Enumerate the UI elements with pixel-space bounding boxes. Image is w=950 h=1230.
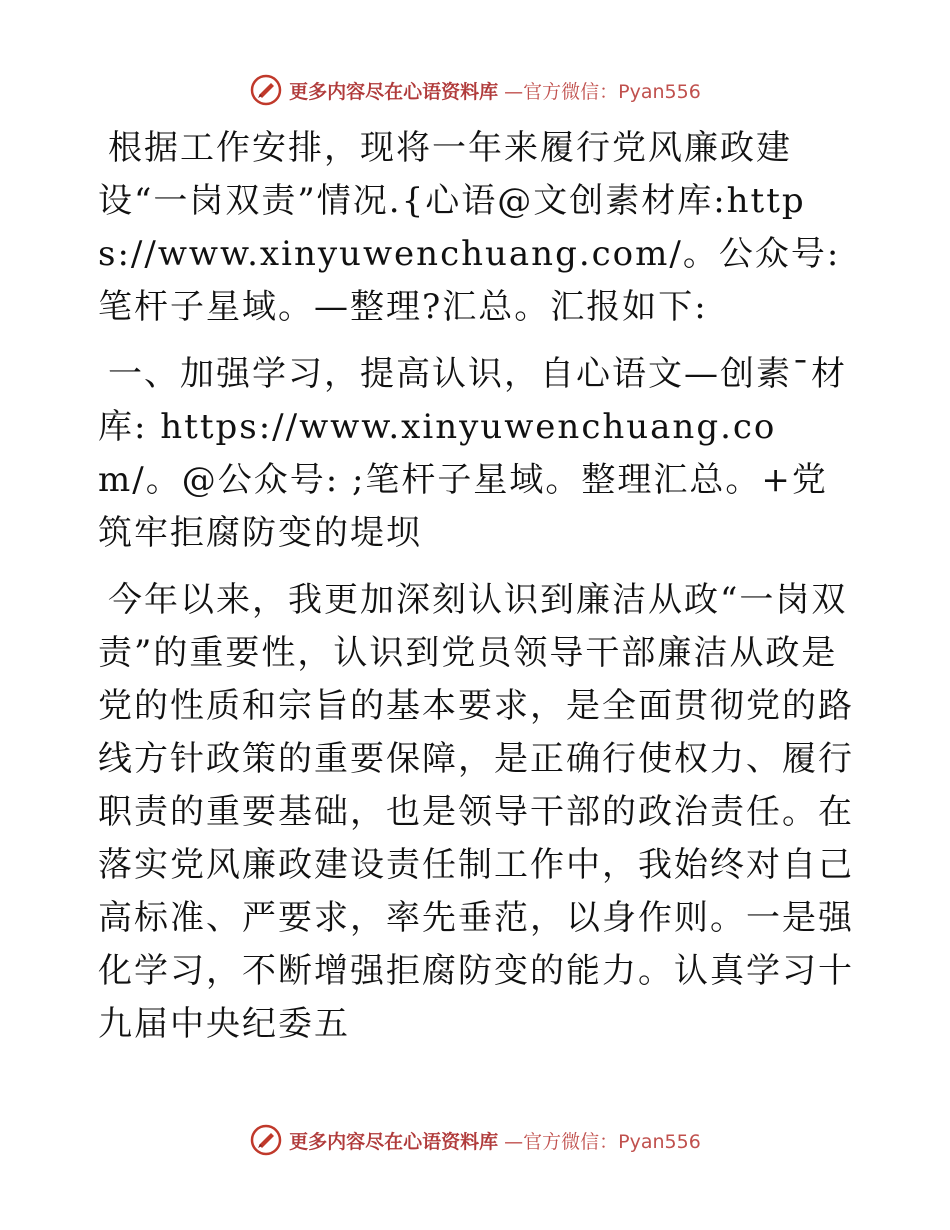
paragraph-section-one-heading xyxy=(98,348,858,560)
paragraph-body xyxy=(98,574,858,1051)
banner-text: 更多内容尽在心语资料库 xyxy=(289,1130,499,1153)
banner-contact: —官方微信：Pyan556 xyxy=(504,1130,701,1153)
brand-logo-icon xyxy=(249,1123,283,1157)
section-one-heading-text: 一、加强学习，提高认识，自心语文—创素¯材库: https://www.xinyuwenchuang.com/。@公众号: ;笔杆子星域。整理汇总。+党筑牢拒腐防变的堤坝 xyxy=(98,354,847,553)
document-body xyxy=(98,122,858,1065)
paragraph-body-text: 今年以来，我更加深刻认识到廉洁从政“一岗双责”的重要性，认识到党员领导干部廉洁从政是党的性质和宗旨的基本要求，是全面贯彻党的路线方针政策的重要保障，是正确行使权力、履行职责的重要基础，也是领导干部的政治责任。在落实党风廉政建设责任制工作中，我始终对自己高标准、严要求，率先垂范，以身作则。一是强化学习，不断增强拒腐防变的能力。认真学习十九届中央纪委五 xyxy=(98,580,854,1044)
brand-logo-icon xyxy=(249,73,283,107)
paragraph-intro xyxy=(98,122,858,334)
footer-banner xyxy=(0,1120,950,1160)
banner-text: 更多内容尽在心语资料库 xyxy=(289,80,499,103)
header-banner xyxy=(0,70,950,110)
paragraph-intro-text: 根据工作安排，现将一年来履行党风廉政建设“一岗双责”情况.{心语@文创素材库:https://www.xinyuwenchuang.com/。公众号: 笔杆子星域。—整理?汇总。汇报如下: xyxy=(98,128,841,327)
banner-contact: —官方微信：Pyan556 xyxy=(504,80,701,103)
